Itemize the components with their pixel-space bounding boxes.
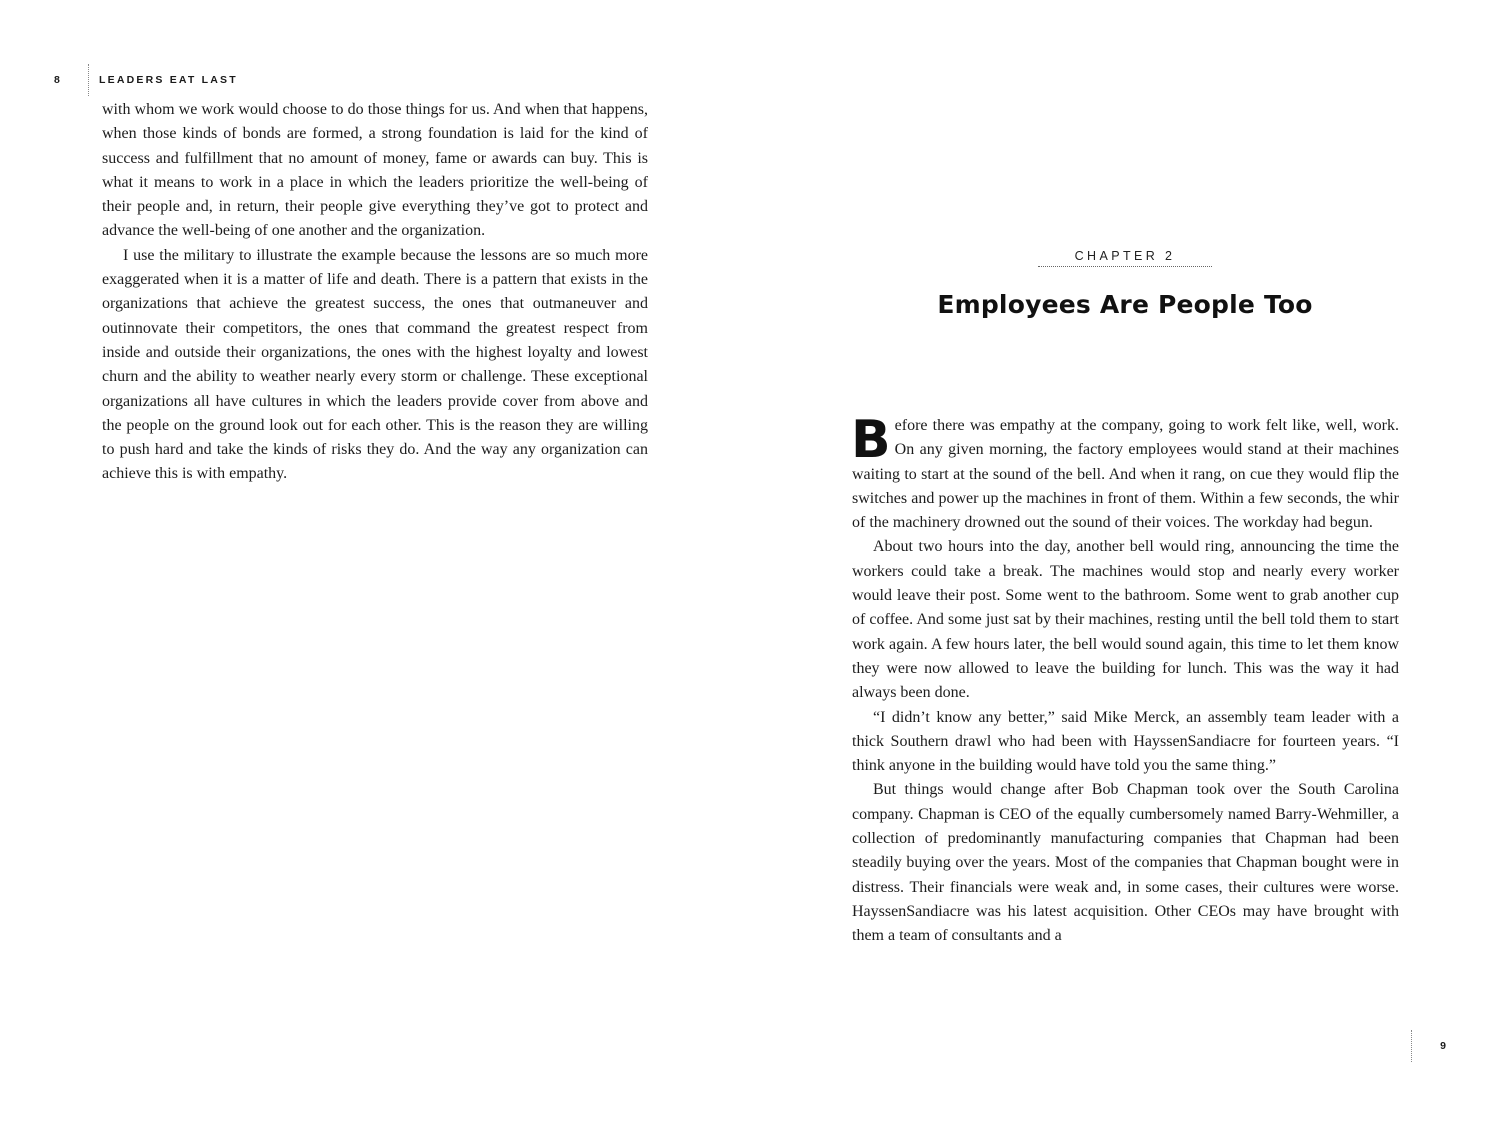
paragraph: But things would change after Bob Chapman took over the South Carolina company. Chapman is CEO of the equally cumbersomely named Barry-Wehmiller, a collection of predominantly manufacturing companies that Chapman had been steadily buying over the years. Most of the companies that Chapman bought were in distress. Their financials were weak and, in some cases, their cultures were worse. HayssenSandiacre was his latest acquisition. Other CEOs may have brought with them a team of consultants and a [852,781,1399,945]
right-page [750,0,1500,1125]
running-head [54,64,238,96]
right-body-text [851,410,1399,949]
page-number: 8 [54,74,63,86]
dotted-divider [88,64,89,96]
drop-cap: B [851,410,891,470]
left-body-text [102,98,648,487]
page-number: 9 [1440,1040,1446,1052]
paragraph: I use the military to illustrate the example because the lessons are so much more exaggerated when it is a matter of life and death. There is a pattern that exists in the organizations that achieve the greatest success, the ones that outmaneuver and outinnovate their competitors, the ones that command the greatest respect from inside and outside their organizations, the ones with the highest loyalty and lowest churn and the ability to weather nearly every storm or challenge. These exceptional organizations all have cultures in which the leaders provide cover from above and the people on the ground look out for each other. This is the reason they are willing to push hard and take the kinds of risks they do. And the way any organization can achieve this is with empathy. [102,246,648,483]
opening-paragraph-text: efore there was empathy at the company, going to work felt like, well, work. On any given morning, the factory employees would stand at their machines waiting to start at the sound of the bell. And when it rang, on cue they would flip the switches and power up the machines in front of them. Within a few seconds, the whir of the machinery drowned out the sound of their voices. The workday had begun. [852,417,1399,532]
footer-folio [1411,1030,1446,1062]
opening-paragraph [851,410,1399,535]
paragraph: About two hours into the day, another bell would ring, announcing the time the workers could take a break. The machines would stop and nearly every worker would leave their post. Some went to the bathroom. Some went to grab another cup of coffee. And some just sat by their machines, resting until the bell told them to start work again. A few hours later, the bell would sound again, this time to let them know they were now allowed to leave the building for lunch. This was the way it had always been done. [852,538,1399,702]
paragraph: with whom we work would choose to do those things for us. And when that happens, when those kinds of bonds are formed, a strong foundation is laid for the kind of success and fulfillment that no amount of money, fame or awards can buy. This is what it means to work in a place in which the leaders prioritize the well-being of their people and, in return, their people give everything they’ve got to protect and advance the well-being of one another and the organization. [102,101,648,240]
chapter-label: CHAPTER 2 [1074,249,1176,263]
chapter-dotted-rule [1038,266,1212,267]
dotted-divider [1411,1030,1412,1062]
paragraph: “I didn’t know any better,” said Mike Merck, an assembly team leader with a thick Southern drawl who had been with HayssenSandiacre for fourteen years. “I think anyone in the building would have told you the same thing.” [852,708,1399,775]
chapter-title: Employees Are People Too [937,290,1313,319]
book-title: LEADERS EAT LAST [99,74,238,86]
